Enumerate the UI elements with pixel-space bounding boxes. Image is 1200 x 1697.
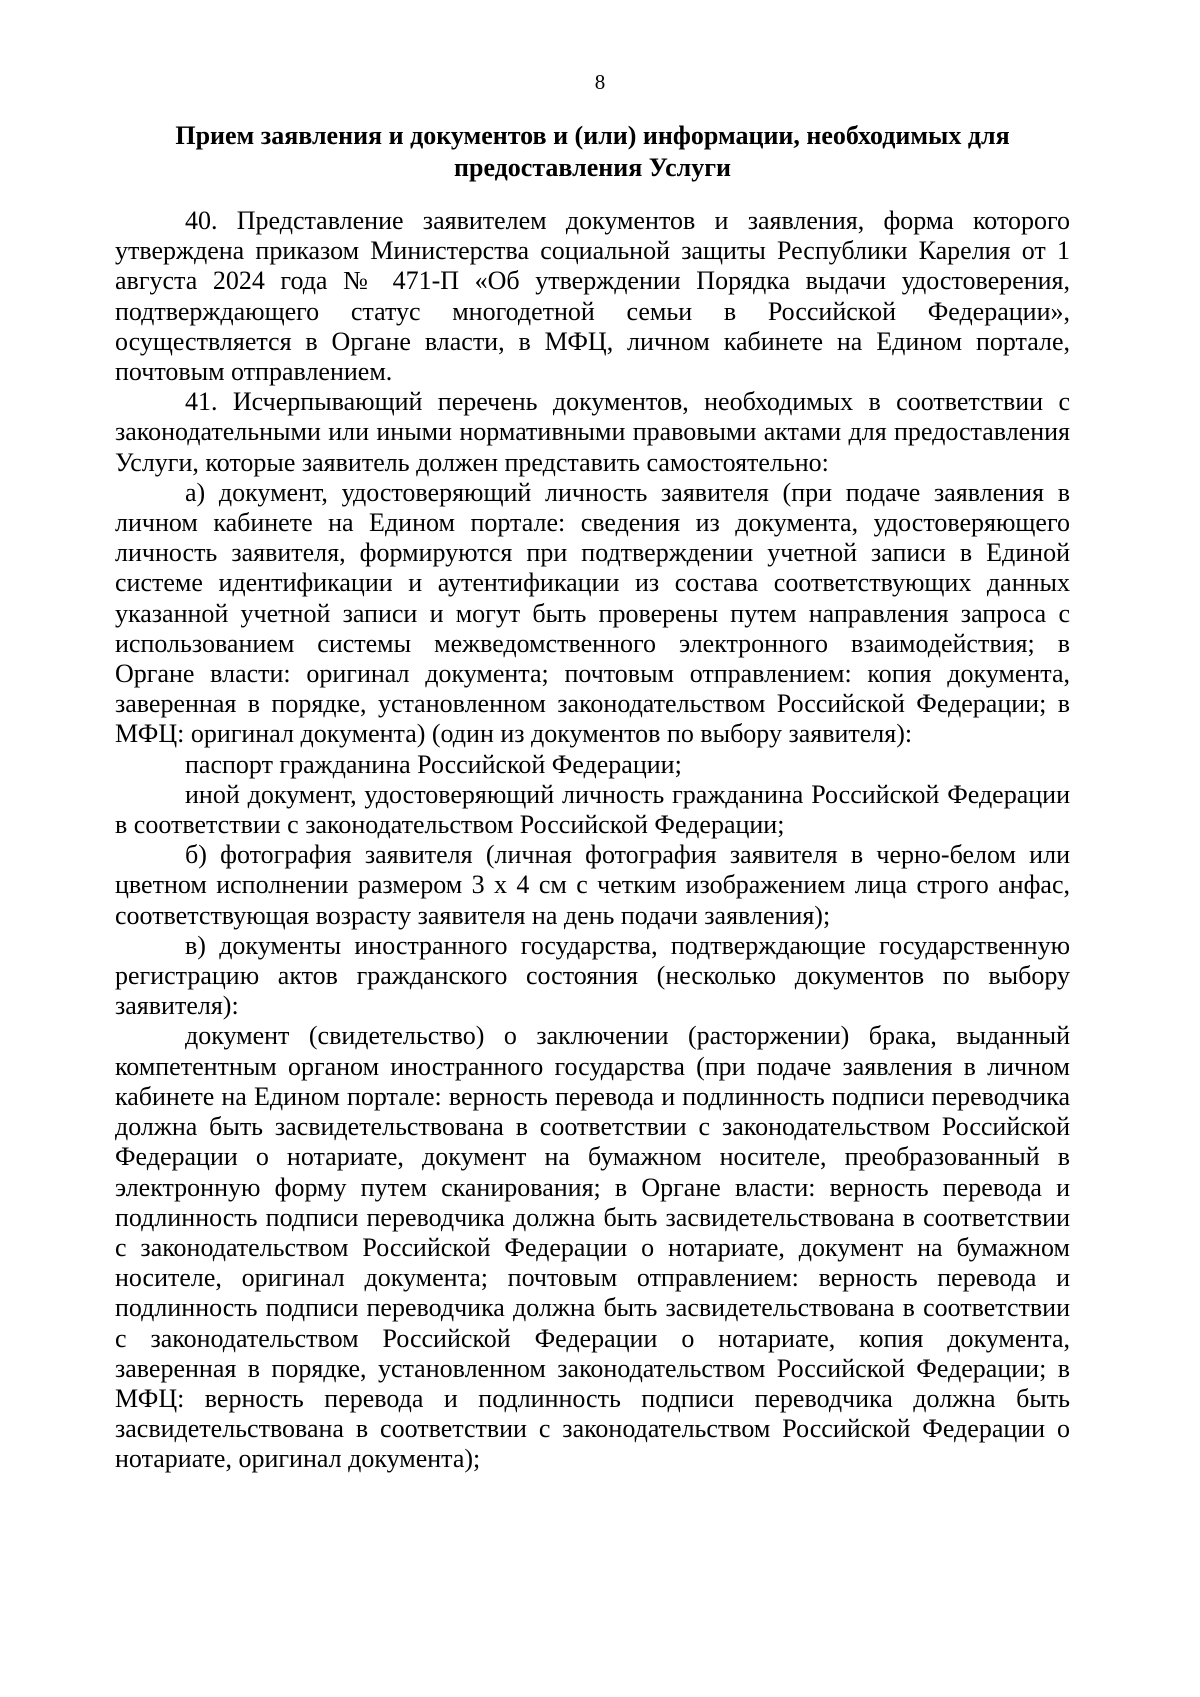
paragraph-41-v: в) документы иностранного государства, подтверждающие государственную регистрацию актов гражданского состояния (несколько документов по выбору заявителя): — [115, 930, 1070, 1021]
paragraph-41: 41. Исчерпывающий перечень документов, необходимых в соответствии с законодательными или иными нормативными правовыми актами для предоставления Услуги, которые заявитель должен представить самостоятельно: — [115, 387, 1070, 477]
paragraph-41-a-other-id: иной документ, удостоверяющий личность гражданина Российской Федерации в соответствии с законодательством Российской Федерации; — [115, 779, 1070, 840]
paragraph-41-v-marriage-certificate: документ (свидетельство) о заключении (расторжении) брака, выданный компетентным органом иностранного государства (при подаче заявления в личном кабинете на Едином портале: верность перевода и подлинность подписи переводчика должна быть засвидетельствована в соответствии с законодательством Российской Федерации о нотариате, документ на бумажном носителе, преобразованный в электронную форму путем сканирования; в Органе власти: верность перевода и подлинность подписи переводчика должна быть засвидетельствована в соответствии с законодательством Российской Федерации о нотариате, документ на бумажном носителе, оригинал документа; почтовым отправлением: верность перевода и подлинность подписи переводчика должна быть засвидетельствована в соответствии с законодательством Российской Федерации о нотариате, копия документа, заверенная в порядке, установленном законодательством Российской Федерации; в МФЦ: верность перевода и подлинность подписи переводчика должна быть засвидетельствована в соответствии с законодательством Российской Федерации о нотариате, оригинал документа); — [115, 1021, 1070, 1474]
page-number: 8 — [594, 70, 606, 94]
section-heading: Прием заявления и документов и (или) информации, необходимых для предоставления Услуги — [175, 121, 1010, 182]
paragraph-41-a: а) документ, удостоверяющий личность заявителя (при подаче заявления в личном кабинете на Едином портале: сведения из документа, удостоверяющего личность заявителя, формируются при подтверждении учетной записи в Единой системе идентификации и аутентификации из состава соответствующих данных указанной учетной записи и могут быть проверены путем направления запроса с использованием системы межведомственного электронного взаимодействия; в Органе власти: оригинал документа; почтовым отправлением: копия документа, заверенная в порядке, установленном законодательством Российской Федерации; в МФЦ: оригинал документа) (один из документов по выбору заявителя): — [115, 477, 1070, 749]
paragraph-41-a-passport: паспорт гражданина Российской Федерации; — [185, 749, 682, 779]
paragraph-40: 40. Представление заявителем документов и заявления, форма которого утверждена приказом Министерства социальной защиты Республики Карелия от 1 августа 2024 года № 471-П «Об утверждении Порядка выдачи удостоверения, подтверждающего статус многодетной семьи в Российской Федерации», осуществляется в Органе власти, в МФЦ, личном кабинете на Едином портале, почтовым отправлением. — [115, 206, 1070, 387]
paragraph-41-b: б) фотография заявителя (личная фотография заявителя в черно-белом или цветном исполнении размером 3 х 4 см с четким изображением лица строго анфас, соответствующая возрасту заявителя на день подачи заявления); — [115, 840, 1070, 930]
document-body — [115, 206, 1070, 1475]
